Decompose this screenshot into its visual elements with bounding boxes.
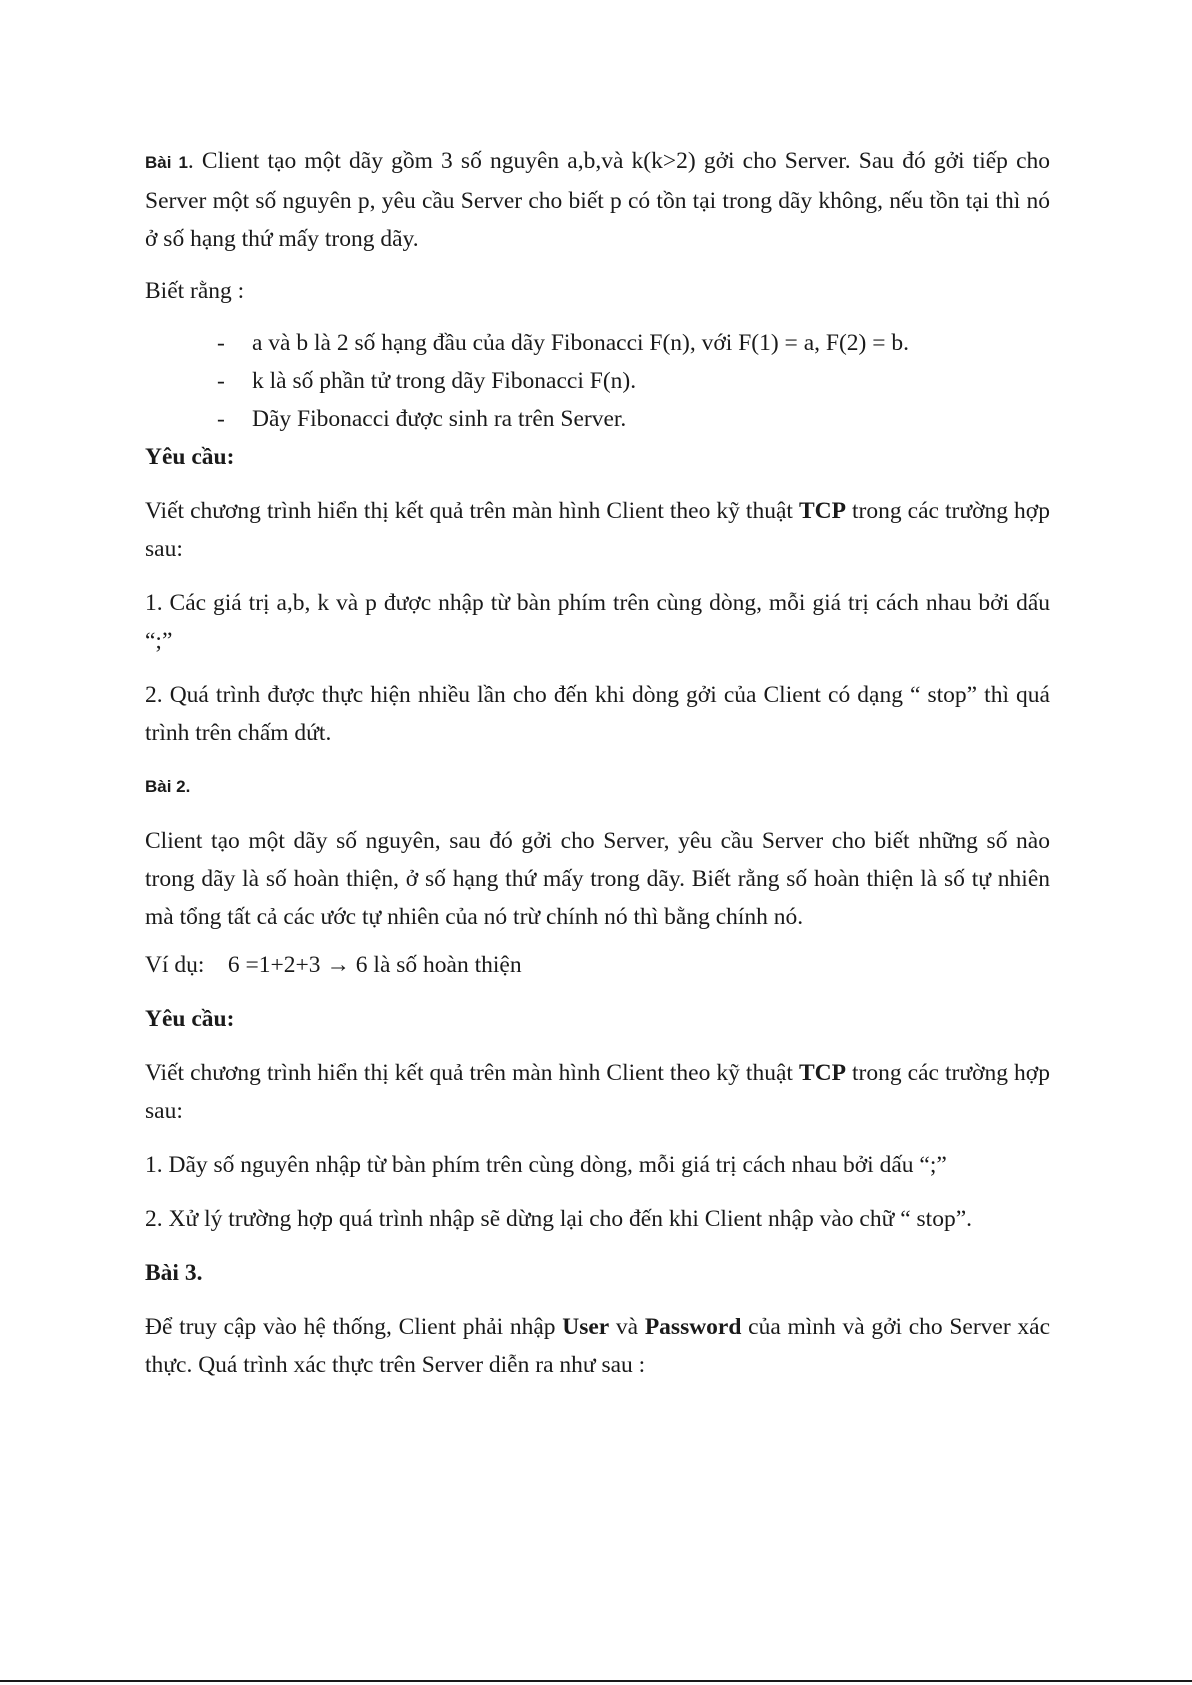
bai3-bold: User (562, 1314, 610, 1340)
req-text: trong các trường hợp sau: (145, 498, 1050, 562)
bai2-yeu-cau-heading: Yêu cầu: (145, 1006, 235, 1032)
page-bottom-rule (0, 1680, 1192, 1682)
bai1-text: . Client tạo một dãy gồm 3 số nguyên a,b,và k(k>2) gởi cho Server. Sau đó gởi tiếp cho Server một số nguyên p, yêu cầu Server cho biết p có tồn tại trong dãy không, nếu tồn tại thì nó ở số hạng thứ mấy trong dãy. (145, 148, 1050, 252)
example-label: Ví dụ: (145, 952, 205, 978)
bai3-text: và (609, 1314, 645, 1340)
bai1-item-1: 1. Các giá trị a,b, k và p được nhập từ bàn phím trên cùng dòng, mỗi giá trị cách nhau bởi dấu “;” (145, 590, 1050, 654)
bai1-requirement (145, 492, 1050, 568)
example-text: 6 =1+2+3 → 6 là số hoàn thiện (227, 952, 522, 978)
document-content (145, 142, 1050, 1384)
bai3-text: Để truy cập vào hệ thống, Client phải nhập (145, 1314, 563, 1340)
bai1-yeu-cau-heading: Yêu cầu: (145, 444, 235, 470)
bai1-biet-rang: Biết rằng : (145, 278, 245, 304)
dash-icon: - (217, 406, 225, 432)
bai3-bold: Password (644, 1314, 742, 1340)
dash-icon: - (217, 368, 225, 394)
bai1-item-2: 2. Quá trình được thực hiện nhiều lần cho đến khi dòng gởi của Client có dạng “ stop” thì quá trình trên chấm dứt. (145, 682, 1050, 746)
dash-icon: - (217, 330, 225, 356)
bai1-paragraph (145, 142, 1050, 258)
bai2-paragraph: Client tạo một dãy số nguyên, sau đó gởi cho Server, yêu cầu Server cho biết những số nào trong dãy là số hoàn thiện, ở số hạng thứ mấy trong dãy. Biết rằng số hoàn thiện là số tự nhiên mà tổng tất cả các ước tự nhiên của nó trừ chính nó thì bằng chính nó. (145, 828, 1050, 930)
bai2-label: Bài 2. (145, 777, 191, 796)
bullet-text: a và b là 2 số hạng đầu của dãy Fibonacci F(n), với F(1) = a, F(2) = b. (252, 330, 909, 356)
req-bold: TCP (798, 498, 846, 524)
bullet-item (145, 362, 1050, 400)
bullet-item (145, 400, 1050, 438)
bai2-item-2: 2. Xử lý trường hợp quá trình nhập sẽ dừng lại cho đến khi Client nhập vào chữ “ stop”. (145, 1206, 972, 1232)
bai1-label: Bài 1 (145, 153, 188, 172)
bullet-item (145, 324, 1050, 362)
bai3-paragraph (145, 1308, 1050, 1384)
bai2-item-1: 1. Dãy số nguyên nhập từ bàn phím trên cùng dòng, mỗi giá trị cách nhau bởi dấu “;” (145, 1152, 947, 1178)
req-text: trong các trường hợp sau: (145, 1060, 1050, 1124)
bai1-bullet-list (145, 324, 1050, 438)
bai2-example (145, 946, 1050, 984)
bai2-requirement (145, 1054, 1050, 1130)
bullet-text: Dãy Fibonacci được sinh ra trên Server. (252, 406, 627, 432)
bullet-text: k là số phần tử trong dãy Fibonacci F(n). (252, 368, 637, 394)
req-text: Viết chương trình hiển thị kết quả trên màn hình Client theo kỹ thuật (145, 1060, 799, 1086)
bai3-label: Bài 3. (145, 1260, 203, 1286)
req-bold: TCP (798, 1060, 846, 1086)
req-text: Viết chương trình hiển thị kết quả trên màn hình Client theo kỹ thuật (145, 498, 799, 524)
bai3-text: của mình và gởi cho Server xác thực. Quá trình xác thực trên Server diễn ra như sau : (145, 1314, 1050, 1378)
